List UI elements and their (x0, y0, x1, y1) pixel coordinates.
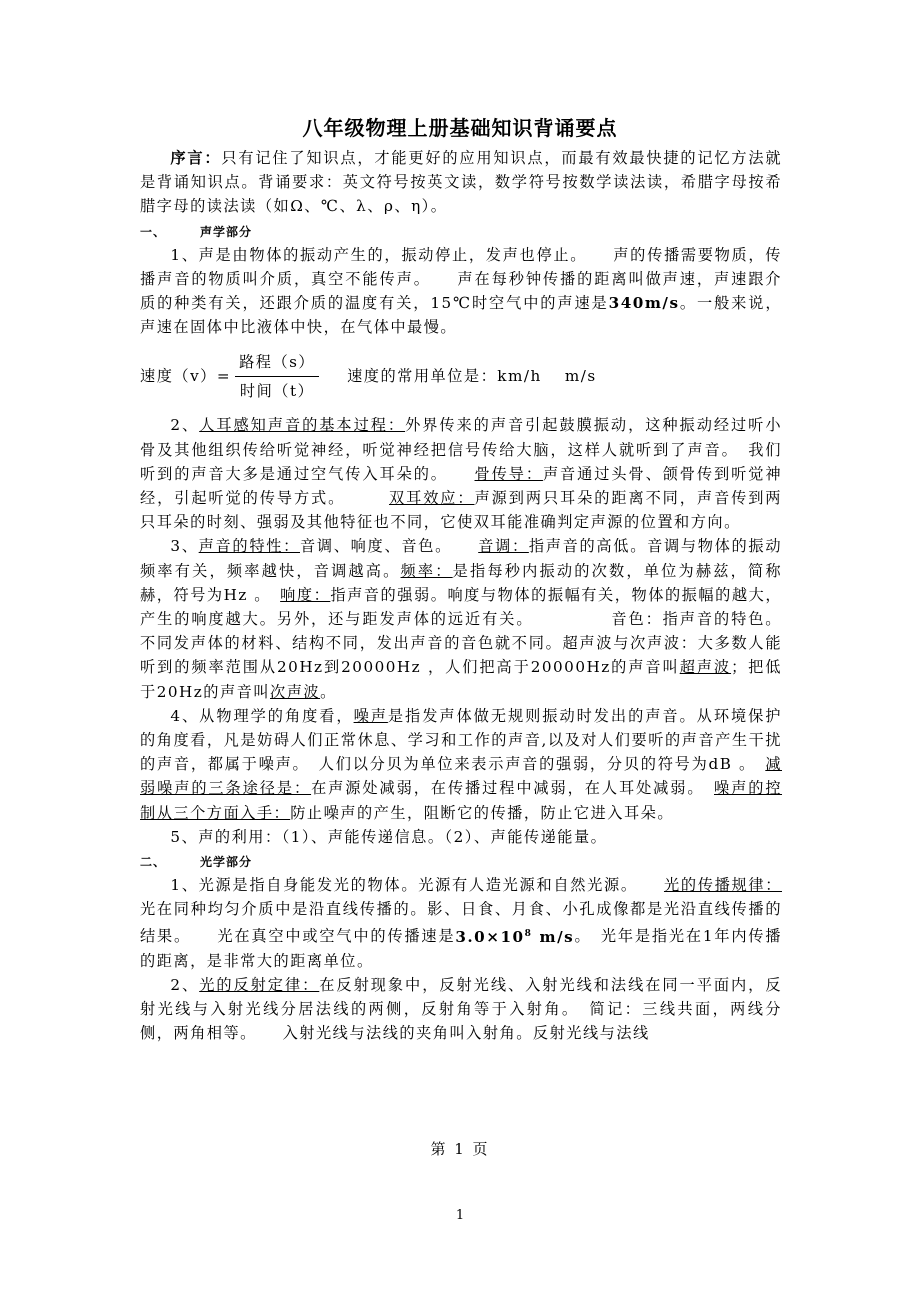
text-run: 2、 (170, 416, 200, 435)
text-run: m/s (539, 927, 575, 946)
underlined-term: 光的传播规律： (663, 876, 782, 895)
text-run: 是指发声体做无规则振动时发出的声音。从环境保护的角度看，凡是妨碍人们正常休息、学习和工作的声音,以及对人们要听的声音产生干扰的声音，都属于噪声。 人们以分贝为单位来表示声音的强弱，分贝的符号为dB 。 (140, 706, 782, 774)
text-run: 。 (320, 682, 337, 701)
text-run: 3.0×10 (455, 927, 525, 946)
text-run: 防止噪声的产生，阻断它的传播，防止它进入耳朵。 (290, 803, 674, 822)
underlined-term: 人耳感知声音的基本过程： (199, 416, 406, 435)
page-title: 八年级物理上册基础知识背诵要点 (302, 116, 618, 140)
underlined-term: 光的反射定律： (199, 975, 320, 994)
text-run: ；把低于20Hz的声音叫 (140, 658, 782, 701)
sound-paragraph-1 (140, 243, 782, 340)
underlined-term: 次声波 (270, 682, 321, 701)
formula-denominator: 时间（t） (239, 381, 315, 400)
text-run: 3、 (170, 537, 199, 556)
text-run: 是指每秒内振动的次数，单位为赫兹，简称赫，符号为Hz 。 (140, 561, 783, 604)
document-body (140, 146, 782, 1046)
light-paragraph-1 (140, 873, 782, 973)
light-paragraph-2 (140, 973, 782, 1046)
text-run: 在反射现象中，反射光线、入射光线和法线在同一平面内，反射光线与入射光线分居法线的两侧，反射角等于入射角。 简记：三线共面，两线分侧，两角相等。 入射光线与法线的夹角叫入射角。反射光线与法线 (140, 975, 783, 1043)
underlined-term: 骨传导： (474, 464, 543, 483)
sound-paragraph-5: 5、声的利用：（1）、声能传递信息。（2）、声能传递能量。 (170, 827, 608, 846)
underlined-term: 响度： (280, 585, 331, 604)
underlined-term: 超声波 (679, 658, 732, 677)
text-run: 外界传来的声音引起鼓膜振动，这种振动经过听小骨及其他组织传给听觉神经，听觉神经把信号传给大脑，这样人就听到了声音。 我们听到的声音大多是通过空气传入耳朵的。 (140, 416, 783, 483)
section-number: 二、 (140, 855, 167, 870)
underlined-term: 噪声 (353, 706, 388, 725)
formula-numerator: 路程（s） (235, 350, 319, 377)
text-run: 声源到两只耳朵的距离不同，声音传到两只耳朵的时刻、强弱及其他特征也不同，它使双耳能准确判定声源的位置和方向。 (140, 489, 782, 532)
light-speed-value (455, 928, 574, 946)
text-run: 4、从物理学的角度看， (170, 706, 354, 725)
preface-label: 序言： (170, 149, 222, 167)
underlined-term: 噪声的控制从三个方面入手： (140, 779, 783, 822)
text-run: 2、 (170, 975, 200, 994)
text-run: 光在同种均匀介质中是沿直线传播的。影、日食、月食、小孔成像都是光沿直线传播的结果。 光在真空中或空气中的传播速是 (140, 900, 782, 946)
text-run: 。一般来说，声速在固体中比液体中快，在气体中最慢。 (140, 294, 783, 337)
exponent: 8 (524, 928, 533, 939)
section-heading-sound (140, 221, 782, 243)
text-run: 指声音的强弱。响度与物体的振幅有关，物体的振幅的越大，产生的响度越大。另外，还与距发声体的远近有关。 音色：指声音的特色。不同发声体的材料、结构不同，发出声音的音色就不同。超声波与次声波：大多数人能听到的频率范围从20Hz到20000Hz ，人们把高于20000Hz的声音叫 (140, 585, 783, 677)
page-footer: 第 1 页 (430, 1140, 490, 1158)
sound-paragraph-3 (140, 534, 782, 703)
sound-paragraph-2 (140, 413, 782, 534)
preface-text: 只有记住了知识点，才能更好的应用知识点，而最有效最快捷的记忆方法就是背诵知识点。背诵要求：英文符号按英文读，数学符号按数学读法读，希腊字母按希腊字母的读法读（如Ω、℃、λ、ρ、η）。 (140, 149, 783, 216)
section-title: 光学部分 (200, 855, 253, 870)
sound-speed-value: 340m/s (608, 294, 680, 313)
section-heading-light (140, 851, 782, 873)
underlined-term: 双耳效应： (388, 489, 475, 508)
text-run: 指声音的高低。音调与物体的振动频率有关，频率越快，音调越高。 (140, 537, 783, 580)
underlined-term: 音调： (478, 537, 529, 556)
text-run: 。 光年是指光在1年内传播的距离，是非常大的距离单位。 (140, 927, 782, 970)
text-run: 1、声是由物体的振动产生的，振动停止，发声也停止。 声的传播需要物质，传播声音的物质叫介质，真空不能传声。 声在每秒钟传播的距离叫做声速，声速跟介质的种类有关，还跟介质的温度有关，15℃时空气中的声速是 (140, 245, 782, 313)
text-run: 1、光源是指自身能发光的物体。光源有人造光源和自然光源。 (170, 876, 664, 895)
formula-left: 速度（v）= (140, 367, 232, 386)
text-run: 在声源处减弱，在传播过程中减弱，在人耳处减弱。 (311, 779, 714, 798)
preface (140, 146, 782, 219)
text-run: 声音通过头骨、颌骨传到听觉神经，引起听觉的传导方式。 (140, 464, 783, 508)
section-number: 一、 (140, 224, 167, 239)
page-number: 1 (455, 1208, 465, 1223)
underlined-term: 减弱噪声的三条途径是： (140, 755, 782, 798)
formula-units: 速度的常用单位是：km/h m/s (347, 367, 597, 386)
formula-fraction (235, 350, 319, 403)
sound-paragraph-4 (140, 704, 782, 825)
underlined-term: 频率： (400, 561, 453, 580)
section-title: 声学部分 (200, 224, 253, 239)
underlined-term: 声音的特性： (198, 537, 300, 556)
speed-formula (140, 345, 782, 407)
text-run: 音调、响度、音色。 (300, 537, 479, 556)
